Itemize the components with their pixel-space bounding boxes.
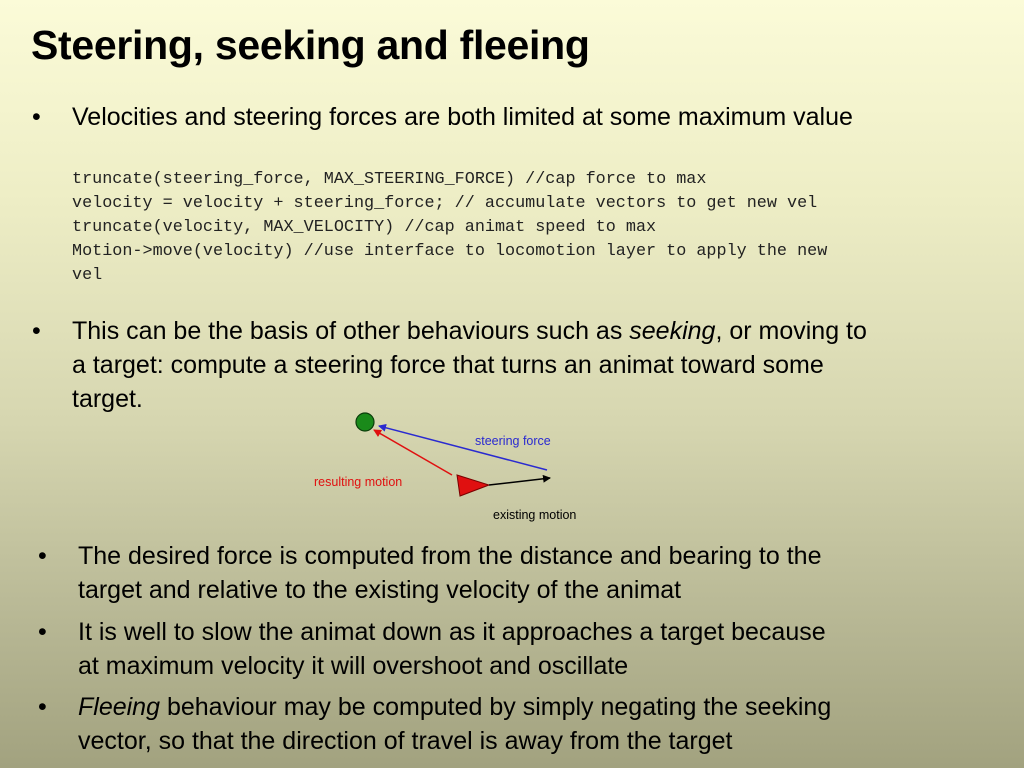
slide-title: Steering, seeking and fleeing — [31, 22, 590, 68]
code-block — [72, 168, 1002, 288]
bullet-line: a target: compute a steering force that turns an animat toward some — [72, 351, 824, 379]
text-span: behaviour may be computed by simply negating the seeking — [160, 693, 832, 721]
bullet-line — [72, 314, 867, 348]
bullet-text — [78, 690, 831, 758]
existing-motion-label: existing motion — [493, 508, 577, 522]
text-span: This can be the basis of other behaviours such as — [72, 317, 630, 345]
bullet-glyph: • — [38, 693, 47, 721]
bullet-line: target. — [72, 385, 143, 413]
bullet-glyph: • — [38, 618, 47, 646]
emphasis-seeking: seeking — [629, 317, 716, 345]
existing-motion-arrow — [489, 478, 550, 485]
bullet-text — [78, 539, 821, 607]
bullet-text — [72, 314, 867, 416]
bullet-line — [78, 690, 831, 724]
bullet-item-limits — [32, 100, 1012, 134]
bullet-glyph: • — [32, 103, 41, 131]
bullet-line: vector, so that the direction of travel is away from the target — [78, 727, 733, 755]
bullet-text: Velocities and steering forces are both limited at some maximum value — [72, 103, 853, 131]
code-line: vel — [72, 266, 103, 285]
bullet-text — [78, 615, 826, 683]
resulting-motion-arrow — [374, 430, 452, 475]
emphasis-fleeing: Fleeing — [78, 693, 160, 721]
code-line: truncate(steering_force, MAX_STEERING_FORCE) //cap force to max — [72, 170, 707, 189]
code-line: velocity = velocity + steering_force; // accumulate vectors to get new vel — [72, 194, 818, 213]
bullet-item-fleeing — [38, 690, 1008, 760]
bullet-item-desired-force — [38, 539, 1008, 609]
bullet-line: It is well to slow the animat down as it approaches a target because — [78, 618, 826, 646]
bullet-line: target and relative to the existing velocity of the animat — [78, 576, 682, 604]
bullet-glyph: • — [32, 317, 41, 345]
text-span: , or moving to — [715, 317, 867, 345]
target-circle — [356, 413, 374, 431]
steering-force-label: steering force — [475, 434, 551, 448]
steering-diagram — [300, 405, 610, 530]
bullet-glyph: • — [38, 542, 47, 570]
bullet-item-slow-down — [38, 615, 1008, 685]
code-line: Motion->move(velocity) //use interface to locomotion layer to apply the new — [72, 242, 828, 261]
resulting-motion-label: resulting motion — [314, 475, 403, 489]
animat-triangle — [457, 475, 489, 496]
bullet-line: The desired force is computed from the distance and bearing to the — [78, 542, 822, 570]
code-line: truncate(velocity, MAX_VELOCITY) //cap animat speed to max — [72, 218, 657, 237]
bullet-item-seeking — [32, 314, 1012, 416]
bullet-line: at maximum velocity it will overshoot and oscillate — [78, 652, 629, 680]
